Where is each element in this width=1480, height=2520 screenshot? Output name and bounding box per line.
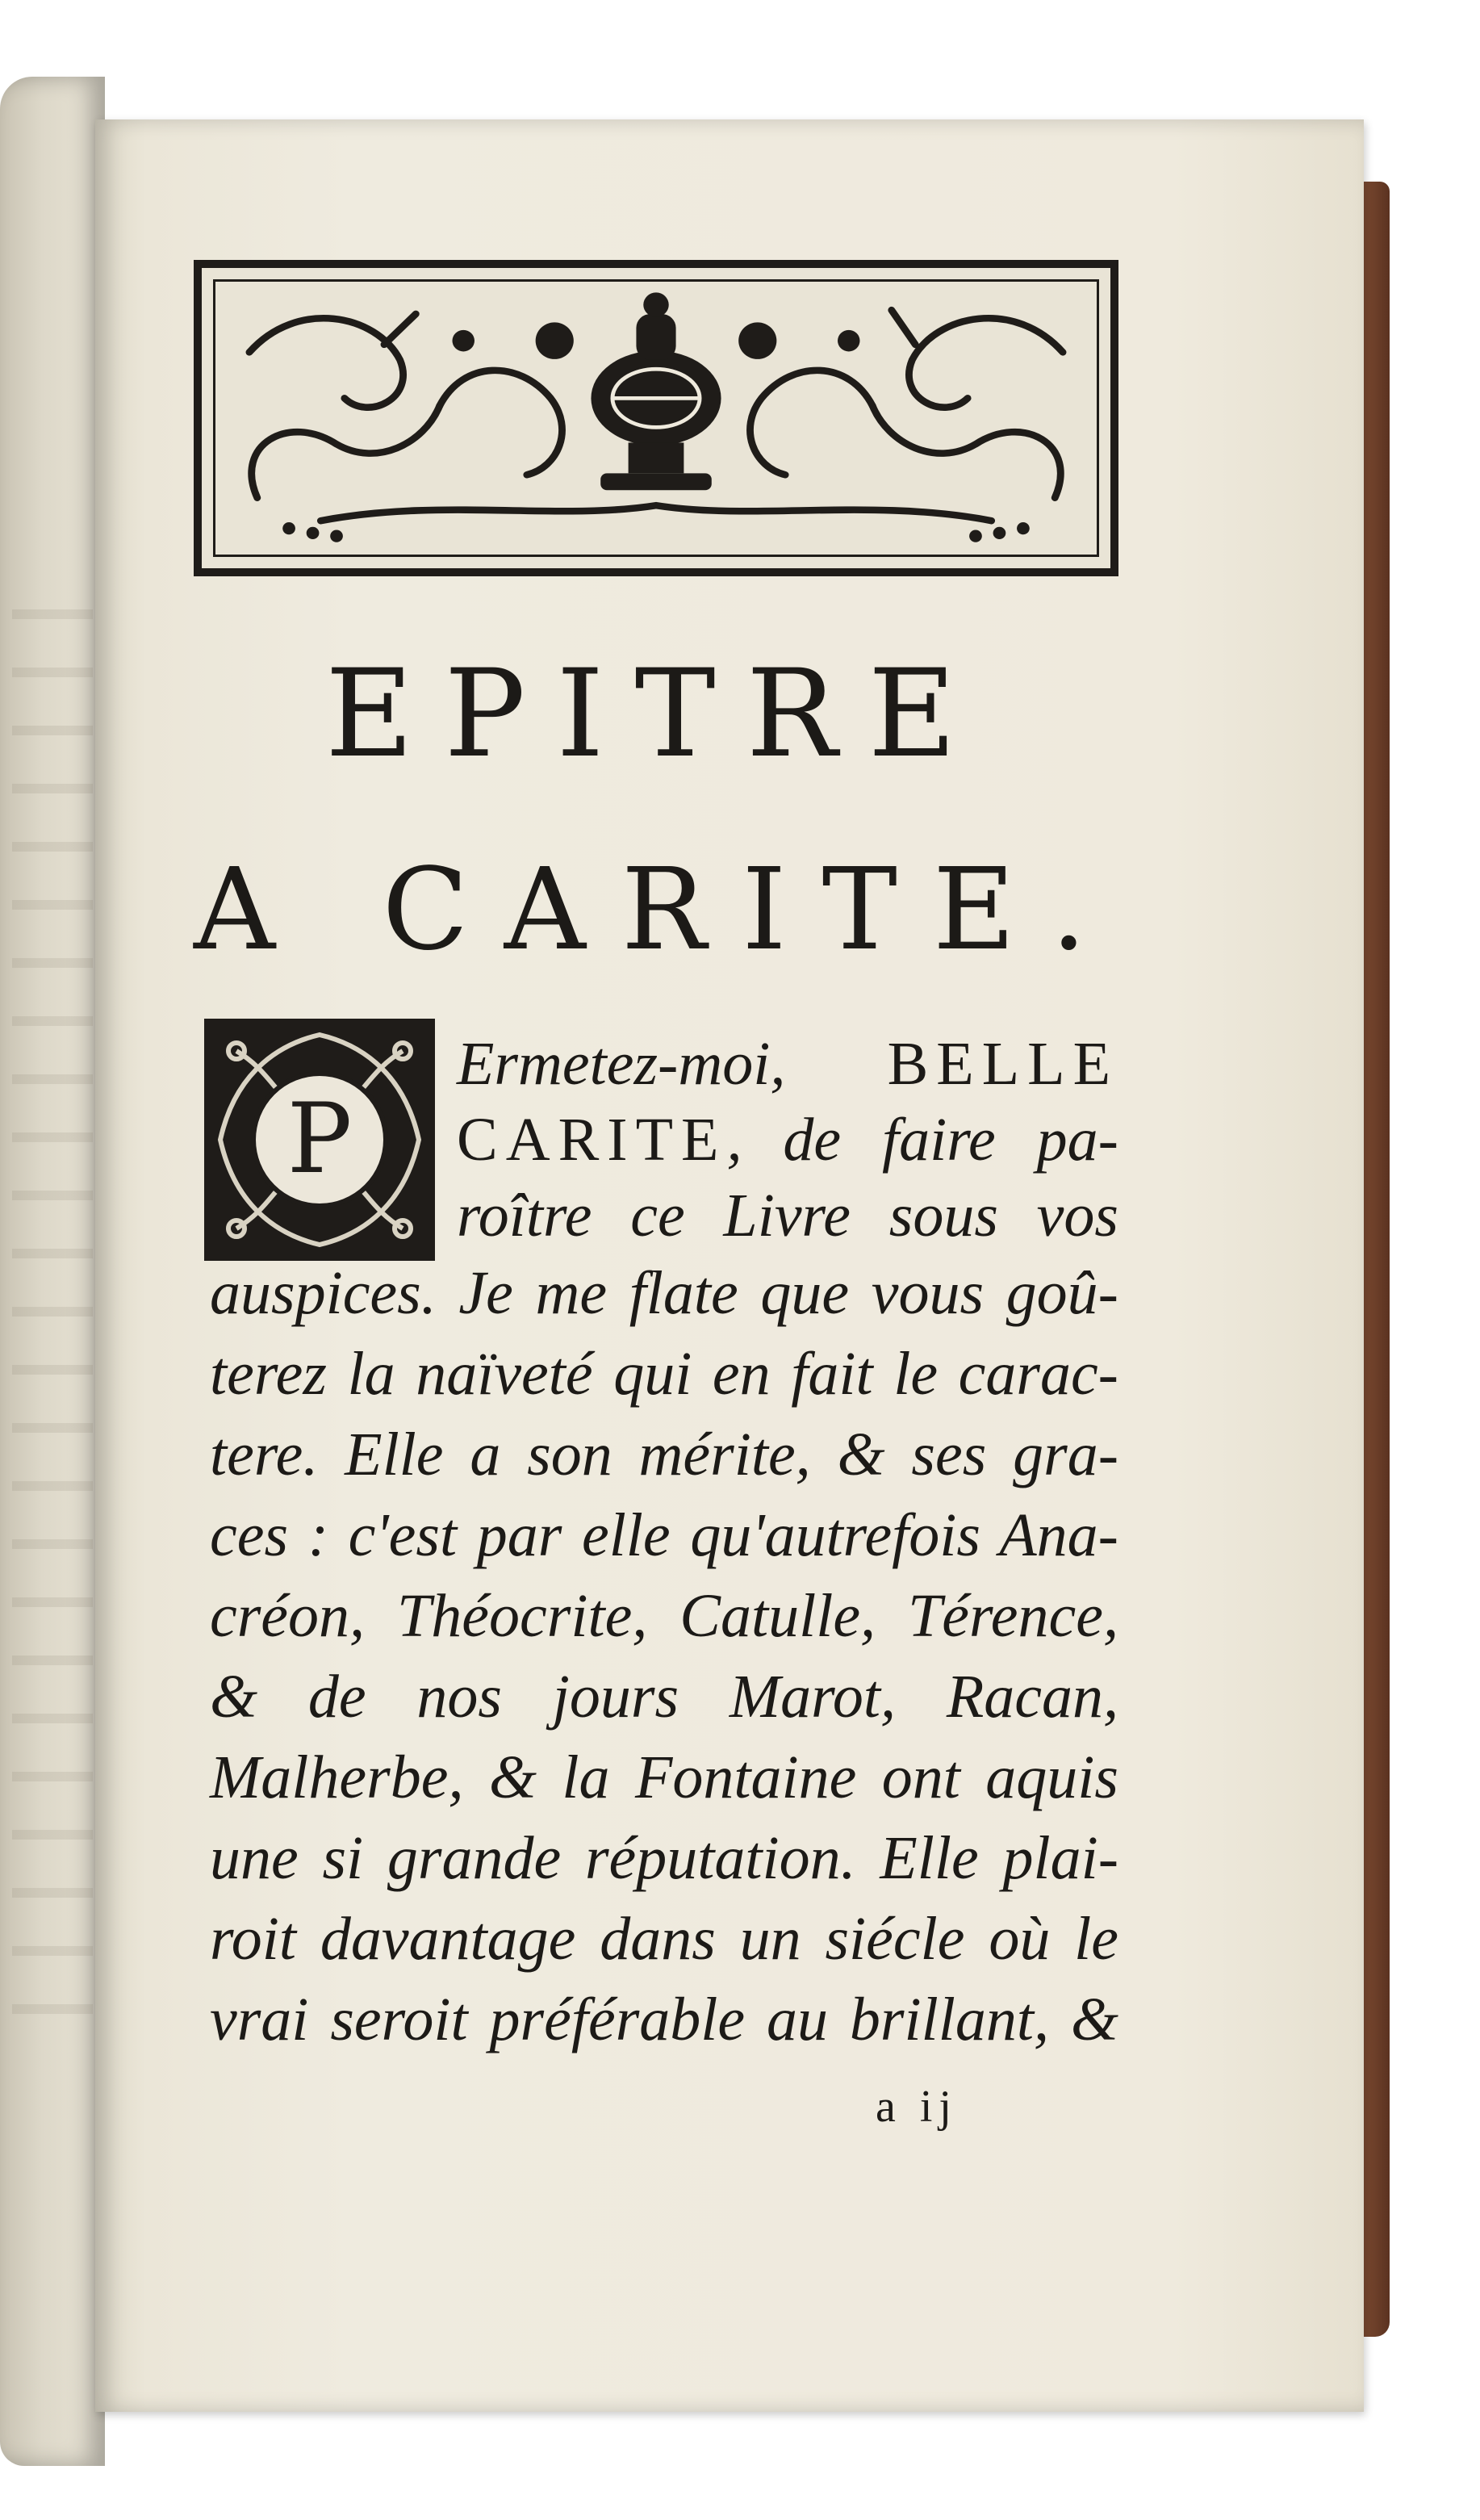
text-line-5: terez la naïveté qui en fait le carac- bbox=[210, 1340, 1118, 1408]
left-page-edge bbox=[0, 77, 105, 2466]
signature-mark: a ij bbox=[876, 2082, 958, 2132]
text-line-13: vrai seroit préférable au brillant, & bbox=[210, 1986, 1118, 2053]
title-line-2: A CARITE. bbox=[194, 844, 1123, 976]
text-line-9: & de nos jours Marot, Racan, bbox=[210, 1663, 1118, 1731]
text-line-12: roit davantage dans un siécle où le bbox=[210, 1905, 1118, 1973]
text-line-8: créon, Théocrite, Catulle, Térence, bbox=[210, 1582, 1118, 1650]
text-line-10: Malherbe, & la Fontaine ont aquis bbox=[210, 1743, 1118, 1811]
text-line-6: tere. Elle a son mérite, & ses gra- bbox=[210, 1421, 1118, 1488]
text-line-7: ces : c'est par elle qu'autrefois Ana- bbox=[210, 1501, 1118, 1569]
show-through-text bbox=[12, 561, 93, 2014]
title-line-1: EPITRE bbox=[324, 644, 988, 785]
text-line-3: roître ce Livre sous vos bbox=[457, 1182, 1118, 1250]
text-line-11: une si grande réputation. Elle plai- bbox=[210, 1824, 1118, 1892]
baroque-urn-icon bbox=[202, 268, 1110, 568]
headpiece-ornament bbox=[194, 260, 1118, 576]
text-line-2: CARITE, de faire pa- bbox=[457, 1106, 1118, 1174]
initial-letter: P bbox=[286, 1083, 353, 1195]
text-line-1: Ermetez-moi, BELLE bbox=[457, 1030, 1118, 1098]
decorated-initial bbox=[204, 1019, 435, 1261]
text-line-4: auspices. Je me flate que vous goû- bbox=[210, 1259, 1118, 1327]
